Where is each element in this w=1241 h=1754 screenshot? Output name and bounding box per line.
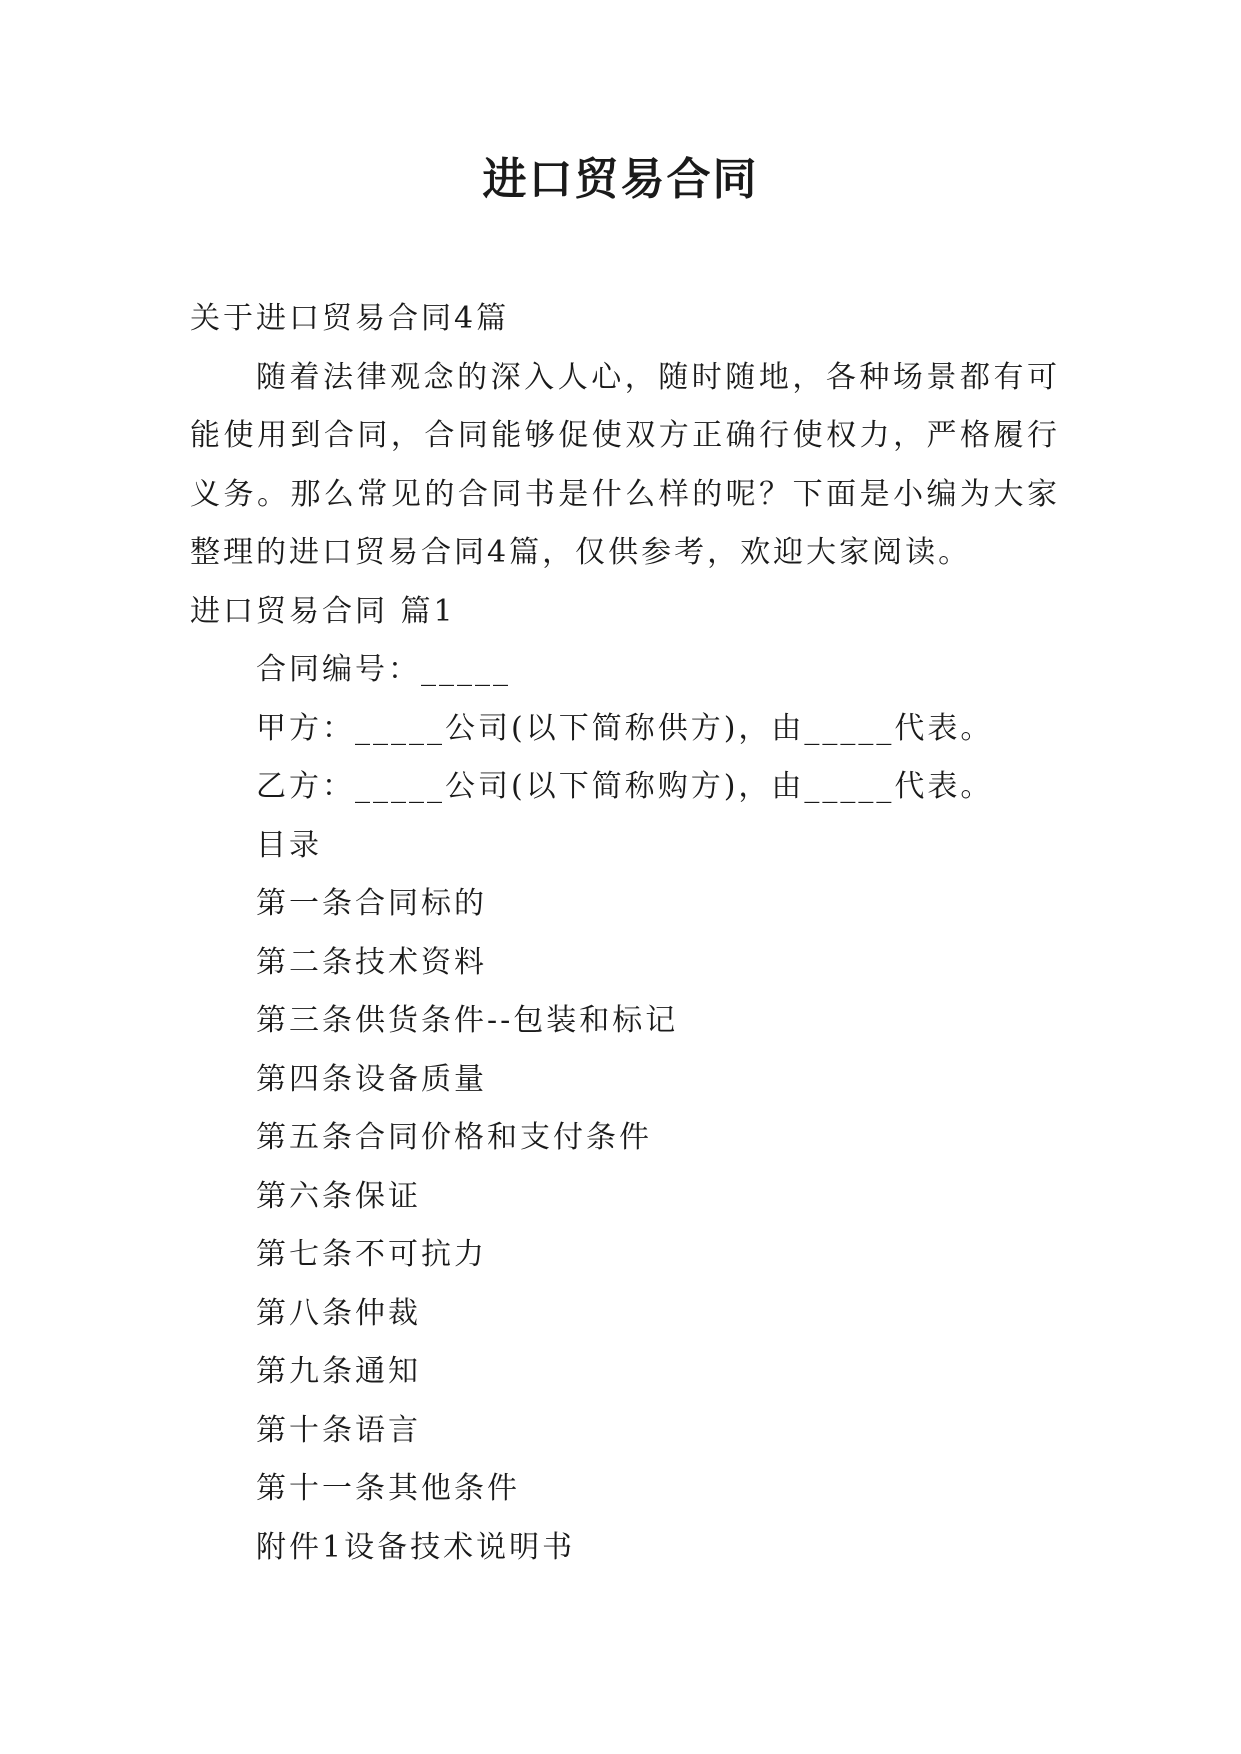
contract-number: 合同编号：_____ xyxy=(256,652,511,687)
intro-paragraph: 随着法律观念的深入人心，随时随地，各种场景都有可能使用到合同，合同能够促使双方正确行使权力，严格履行义务。那么常见的合同书是什么样的呢？下面是小编为大家整理的进口贸易合同4篇，仅供参考，欢迎大家阅读。 xyxy=(190,359,1060,570)
section-heading: 进口贸易合同 篇1 xyxy=(190,593,456,629)
toc-item: 第四条设备质量 xyxy=(256,1061,487,1097)
party-b: 乙方：_____公司(以下简称购方)，由_____代表。 xyxy=(256,769,994,804)
toc-item: 第十一条其他条件 xyxy=(256,1471,520,1506)
toc-item: 第十条语言 xyxy=(256,1412,421,1448)
toc-item: 第五条合同价格和支付条件 xyxy=(256,1120,652,1155)
toc-item: 第一条合同标的 xyxy=(256,886,487,921)
document-body xyxy=(190,290,1060,1577)
toc-item: 第七条不可抗力 xyxy=(256,1237,487,1272)
toc-item: 第九条通知 xyxy=(256,1354,421,1389)
toc-item: 附件1设备技术说明书 xyxy=(256,1529,576,1565)
toc-item: 第六条保证 xyxy=(256,1178,421,1214)
party-a: 甲方：_____公司(以下简称供方)，由_____代表。 xyxy=(256,710,994,746)
toc-item: 第八条仲裁 xyxy=(256,1295,421,1331)
document-title: 进口贸易合同 xyxy=(482,154,759,205)
toc-heading: 目录 xyxy=(256,827,322,863)
toc-item: 第二条技术资料 xyxy=(256,944,487,980)
document-subtitle: 关于进口贸易合同4篇 xyxy=(190,301,510,336)
toc-item: 第三条供货条件--包装和标记 xyxy=(256,1003,679,1038)
